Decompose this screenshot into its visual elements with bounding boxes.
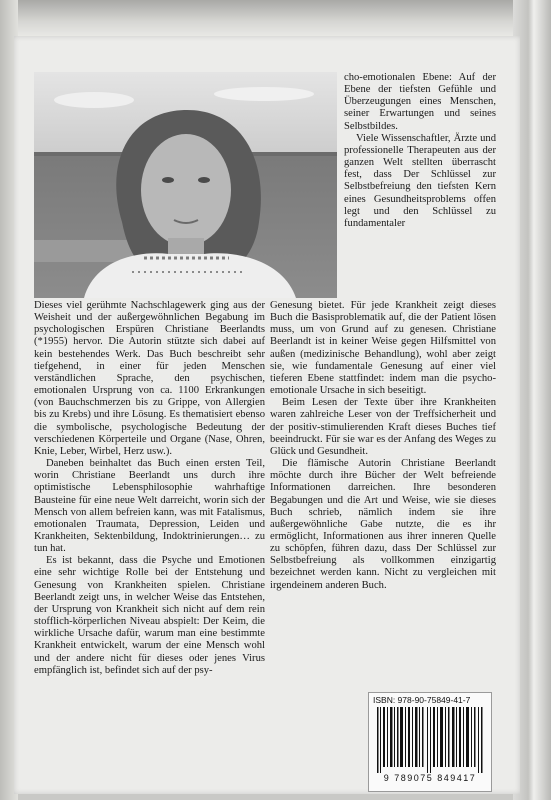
paragraph: Genesung bietet. Für jede Krankheit zeigt dieses Buch die Basisproblematik auf, die der Patient lösen muss, um von Grund auf zu genesen. Christiane Beerlandt ist in keiner Weise gegen Hilfsmittel von außen (medizinische Behandlung), wohl aber zeigt sie, wie fundamentale Genesung auf einer viel tieferen Ebene stattfindet: indem man die psycho-emotionale Ursache in sich beseitigt. [270, 300, 496, 397]
text-column-right [270, 300, 496, 592]
isbn-label: ISBN: 978-90-75849-41-7 [373, 695, 471, 705]
paragraph: Dieses viel gerühmte Nachschlagewerk ging aus der Weisheit und der außergewöhnlichen Begabung im psychologischen Erspüren Christiane Beerlandts (*1955) hervor. Die Autorin stützte sich dabei auf kein bestehendes Werk. Das Buch beschreibt sehr tiefgehend, in einer für jeden Menschen verständlichen Sprache, den psychischen, emotionalen Ursprung von ca. 1100 Erkrankungen (von Bauchschmerzen bis zu Grippe, von Allergien bis zu Krebs) und ihre Lösung. Es thematisiert ebenso die symbolische, psychologische Bedeutung der verschiedenen Körperteile und Organe (Nase, Ohren, Knie, Leber, Wirbel, Herz usw.). [34, 300, 265, 457]
author-portrait-photo [34, 72, 337, 298]
barcode-digits: 9 789075 849417 [383, 773, 477, 783]
paragraph: Viele Wissenschaftler, Ärzte und professionelle Therapeuten aus der ganzen Welt stellten überrascht fest, dass Der Schlüssel zur Selbstbefreiung den tiefsten Kern eines Gesundheitsproblems offen legt und den Schlüssel zu fundamentaler [344, 132, 496, 229]
paragraph: Die flämische Autorin Christiane Beerlandt möchte durch ihre Bücher der Welt befreiende Informationen darreichen. Ihre besonderen Begabungen und die Art und Weise, wie sie dieses Buch schrieb, nämlich indem sie ihre außergewöhnliche Gabe nutzte, die es ihr ermöglicht, Informationen aus ihrer inneren Quelle zu schöpfen, führen dazu, dass Der Schlüssel zur Selbstbefreiung als vollkommen einzigartig bezeichnet werden kann. Nicht zu vergleichen mit irgendeinem anderen Buch. [270, 458, 496, 591]
isbn-barcode-box [368, 692, 492, 792]
paragraph: Beim Lesen der Texte über ihre Krankheiten waren zahlreiche Leser von der Treffsicherheit und der positiv-stimulierenden Kraft dieses Buches tief beeindruckt. Für sie war es der Anfang des Weges zu Glück und Gesundheit. [270, 397, 496, 457]
paragraph: Es ist bekannt, dass die Psyche und Emotionen eine sehr wichtige Rolle bei der Entstehung und Genesung von Krankheiten spielen. Christiane Beerlandt zeigt uns, in welcher Weise das Entstehen, der Ursprung von Krankheit sich nicht auf dem rein stofflich-körperlichen Niveau abspielt: Der Keim, die wirkliche Ursache dafür, warum man eine bestimmte Krankheit entwickelt, warum der eine Mensch wohl und der andere nicht für dieses oder jenes Virus empfänglich ist, befindet sich auf der psy- [34, 555, 265, 676]
text-column-right-top [344, 72, 496, 230]
book-top-edge [0, 0, 551, 36]
paragraph: Daneben beinhaltet das Buch einen ersten Teil, worin Christiane Beerlandt uns durch ihre optimistische Lebensphilosophie wahrhaftige Bausteine für eine neue Welt darreicht, worin sich der Mensch von allem befreien kann, was mit Fatalismus, emotionalen Traumata, Depression, Leiden und Krankheiten, Sektenbildung, Indoktrinierungen… zu tun hat. [34, 458, 265, 555]
paragraph: cho-emotionalen Ebene: Auf der Ebene der tiefsten Gefühle und Überzeugungen eines Menschen, seiner Erwartungen und seines Selbstbildes. [344, 72, 496, 132]
text-column-left [34, 300, 265, 677]
barcode-icon [375, 707, 485, 773]
